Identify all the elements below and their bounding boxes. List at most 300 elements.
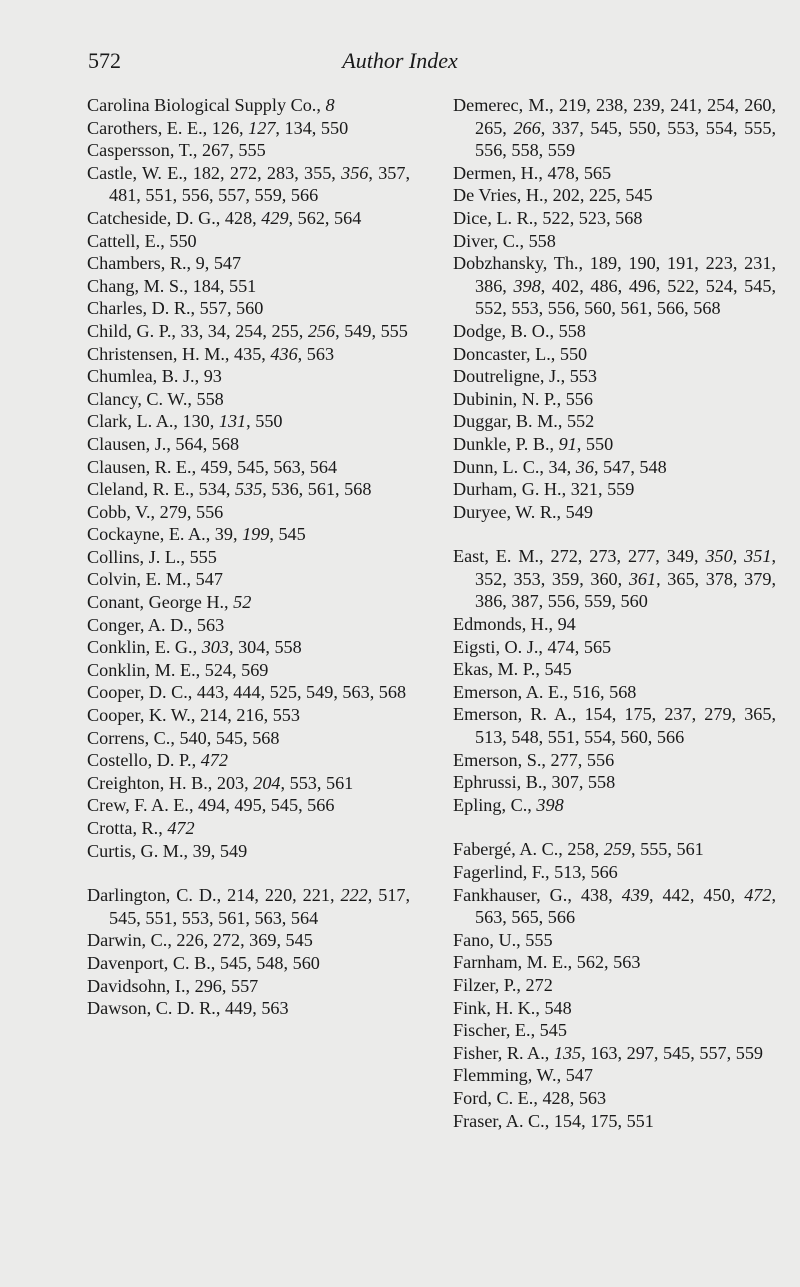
entry-name: Clancy, C. W., [87,388,192,409]
page-ref: 555 [744,117,772,138]
page-ref: 553 [272,705,300,726]
page-ref: 365 [744,704,772,725]
entry-name: Demerec, M., [453,95,554,115]
entry-name: Fano, U., [453,929,521,950]
entry-name: Duryee, W. R., [453,501,562,522]
page-ref: 553 [511,298,539,319]
index-entry: Emerson, S., 277, 556 [453,749,615,770]
page-ref: 568 [693,298,721,319]
page-ref: 545 [590,117,618,138]
page-ref: 360 [590,568,618,589]
page-number: 572 [88,48,121,73]
entry-name: Catcheside, D. G., [87,207,221,228]
entry-name: Chambers, R., [87,253,192,274]
page-ref: 561 [218,907,246,928]
entry-name: Clausen, R. E., [87,456,197,477]
page-ref: 565 [511,907,539,928]
page-ref: 558 [274,637,302,658]
page-ref: 220 [264,885,293,906]
entry-name: Cattell, E., [87,230,165,251]
page-ref: 438 [580,884,609,905]
page-ref: 9 [195,253,205,274]
entry-name: Carolina Biological Supply Co., [87,95,321,115]
page-ref: 568 [615,207,643,228]
page-ref: 204 [253,772,281,793]
page-ref: 563 [306,343,335,364]
page-ref: 254 [707,95,735,115]
page-ref: 557 [699,1042,727,1063]
page-ref: 517 [378,885,406,906]
page-ref: 494 [198,795,226,816]
entry-name: Ekas, M. P., [453,659,540,680]
page-ref: 545 [109,907,137,928]
page-ref: 554 [584,727,612,748]
page-ref: 39 [214,524,233,545]
page-ref: 163 [590,1042,618,1063]
index-entry: Curtis, G. M., 39, 549 [87,840,248,861]
entry-name: Cleland, R. E., [87,479,195,500]
entry-name: Cooper, K. W., [87,705,196,726]
page-ref: 553 [667,117,695,138]
entry-name: Dunn, L. C., [453,456,544,477]
page-ref: 522 [667,275,695,296]
entry-name: Dawson, C. D. R., [87,998,221,1019]
page-ref: 8 [325,95,335,115]
page-ref: 553 [289,772,317,793]
index-entry: Fabergé, A. C., 258, 259, 555, 561 [453,839,704,860]
page-ref: 550 [255,411,283,432]
entry-name: Charles, D. R., [87,298,196,319]
page-ref: 91 [558,433,577,454]
entry-name: Christensen, H. M., [87,343,230,364]
page-ref: 550 [320,117,349,138]
entry-name: Filzer, P., [453,974,521,995]
entry-name: Conklin, M. E., [87,659,201,680]
page-ref: 353 [513,568,541,589]
index-entry: Catcheside, D. G., 428, 429, 562, 564 [87,207,362,228]
entry-name: Fisher, R. A., [453,1042,550,1063]
index-entry: Durham, G. H., 321, 559 [453,479,635,500]
page-ref: 34 [207,320,226,341]
page-ref: 561 [307,479,336,500]
page-ref: 303 [201,637,229,658]
page-ref: 273 [589,546,617,567]
entry-name: Ephrussi, B., [453,772,547,793]
page-ref: 550 [559,343,588,364]
page-ref: 429 [261,207,289,228]
page-ref: 545 [215,727,244,748]
entry-name: Clark, L. A., [87,411,178,432]
page-ref: 554 [705,117,733,138]
entry-name: Fraser, A. C., [453,1110,550,1131]
page-ref: 556 [547,591,576,612]
entry-name: Colvin, E. M., [87,569,192,590]
page-ref: 557 [230,975,259,996]
page-ref: 33 [180,320,199,341]
page-ref: 540 [179,727,207,748]
page-ref: 545 [219,952,248,973]
index-entry: Creighton, H. B., 203, 204, 553, 561 [87,772,354,793]
page-ref: 564 [290,907,319,928]
page-ref: 559 [254,185,282,206]
index-entry: Child, G. P., 33, 34, 254, 255, 256, 549, 555 [87,320,408,341]
page-ref: 237 [664,704,692,725]
entry-name: Farnham, M. E., [453,952,573,973]
page-ref: 94 [557,614,576,635]
page-ref: 296 [194,975,222,996]
page-ref: 564 [175,433,203,454]
index-entry: Fankhauser, G., 438, 439, 442, 450, 472, 563, 565, 566 [453,884,777,928]
entry-name: Clausen, J., [87,433,171,454]
page-ref: 428 [224,207,253,228]
page-ref: 52 [233,592,252,613]
page-ref: 127 [248,117,276,138]
entry-name: Flemming, W., [453,1065,562,1086]
page-ref: 459 [200,456,228,477]
page-ref: 361 [628,568,657,589]
page-ref: 337 [551,117,580,138]
page-ref: 558 [511,140,539,161]
page-ref: 182 [192,162,220,183]
page-ref: 442 [662,884,690,905]
entry-name: Collins, J. L., [87,546,186,567]
page-ref: 549 [219,840,248,861]
page-ref: 184 [192,275,220,296]
entry-name: Darlington, C. D., [87,885,222,906]
page-ref: 225 [588,185,617,206]
entry-name: Fischer, E., [453,1020,536,1041]
page-ref: 321 [570,479,598,500]
entry-name: Cockayne, E. A., [87,524,211,545]
page-ref: 378 [705,568,733,589]
page-ref: 536 [271,479,299,500]
page-ref: 560 [584,298,612,319]
page-ref: 568 [609,681,637,702]
page-ref: 559 [547,140,576,161]
page-ref: 154 [553,1110,582,1131]
page-ref: 555 [640,839,668,860]
entry-name: Curtis, G. M., [87,840,189,861]
page-ref: 556 [565,388,593,409]
index-entry: Emerson, A. E., 516, 568 [453,681,637,702]
page-ref: 549 [565,501,593,522]
index-entry [453,501,776,524]
index-entry: East, E. M., 272, 273, 277, 349, 350, 351, 352, 353, 359, 360, 361, 365, 378, 379, 386, 387, 556, 559, 560 [453,546,776,612]
index-entry: Davidsohn, I., 296, 557 [87,975,259,996]
index-entry: Chang, M. S., 184, 551 [87,275,257,296]
entry-name: Emerson, S., [453,749,546,770]
page-ref: 175 [590,1110,618,1131]
entry-name: Conger, A. D., [87,614,193,635]
page-ref: 357 [378,162,406,183]
page-ref: 258 [567,839,595,860]
page-ref: 359 [551,568,580,589]
index-entry [87,230,410,253]
index-column-left [87,94,410,1020]
entry-name: Fagerlind, F., [453,862,550,882]
page-ref: 449 [224,998,253,1019]
page-ref: 398 [513,275,541,296]
entry-name: Crotta, R., [87,818,163,838]
page-ref: 565 [583,636,612,657]
index-entry: Dobzhansky, Th., 189, 190, 191, 223, 231, 386, 398, 402, 486, 496, 522, 524, 545, 552, 553, 556, 560, 561, 566, 568 [453,253,776,319]
index-entry [453,658,776,681]
index-entry: Dunn, L. C., 34, 36, 547, 548 [453,456,667,477]
page-ref: 558 [196,388,224,409]
page-ref: 272 [229,162,258,183]
page-ref: 221 [302,885,330,906]
index-entry: Cobb, V., 279, 556 [87,501,224,522]
page-ref: 560 [236,298,264,319]
page-ref: 351 [744,546,772,567]
page-ref: 562 [297,207,325,228]
page-ref: 279 [704,704,732,725]
entry-name: Costello, D. P., [87,750,197,771]
index-entry: Correns, C., 540, 545, 568 [87,727,280,748]
page-ref: 134 [284,117,312,138]
index-entry: Farnham, M. E., 562, 563 [453,952,641,973]
page-ref: 238 [595,95,624,115]
page-ref: 443 [196,682,225,703]
page-ref: 553 [569,366,597,387]
index-entry [453,388,776,411]
page-ref: 552 [475,298,503,319]
page-ref: 496 [628,275,657,296]
entry-name: Carothers, E. E., [87,117,208,138]
page-ref: 226 [176,930,204,951]
page-ref: 525 [269,682,297,703]
index-entry [87,568,410,591]
index-entry [453,1064,776,1087]
page-ref: 265 [475,117,503,138]
index-entry: Cleland, R. E., 534, 535, 536, 561, 568 [87,479,372,500]
page-ref: 556 [547,298,576,319]
page-ref: 564 [334,207,362,228]
index-entry: Dermen, H., 478, 565 [453,162,612,183]
page-ref: 550 [585,433,614,454]
page-ref: 566 [590,862,618,882]
page-ref: 474 [547,636,575,657]
page-ref: 545 [237,456,265,477]
page-ref: 556 [475,140,503,161]
page-ref: 566 [307,795,335,816]
page-ref: 553 [181,907,210,928]
page-ref: 568 [344,479,372,500]
page-ref: 555 [238,140,266,161]
index-entry: De Vries, H., 202, 225, 545 [453,185,653,206]
page-ref: 557 [199,298,227,319]
page-ref: 379 [744,568,772,589]
index-entry [453,410,776,433]
page-ref: 36 [575,456,594,477]
page-ref: 551 [145,907,173,928]
page-ref: 272 [525,974,553,995]
page-ref: 436 [270,343,298,364]
page-ref: 349 [666,546,694,567]
page-ref: 131 [218,411,247,432]
entry-name: Chang, M. S., [87,275,189,296]
index-entry [453,320,776,343]
page-ref: 189 [589,253,618,274]
entry-name: Dermen, H., [453,162,543,183]
page-ref: 516 [572,681,601,702]
page-ref: 557 [218,185,246,206]
entry-name: Dubinin, N. P., [453,388,562,409]
entry-name: Correns, C., [87,727,175,748]
page-ref: 190 [628,253,656,274]
page-ref: 266 [513,117,541,138]
page-ref: 558 [587,772,616,793]
page-ref: 552 [566,411,595,432]
index-entry: Clausen, J., 564, 568 [87,433,240,454]
index-entry: Conklin, E. G., 303, 304, 558 [87,637,302,658]
index-entry [453,613,776,636]
page-ref: 450 [703,884,731,905]
entry-name: Chumlea, B. J., [87,366,200,387]
page-ref: 556 [586,749,615,770]
page-ref: 191 [666,253,695,274]
page-ref: 495 [234,795,262,816]
entry-name: Eigsti, O. J., [453,636,543,657]
page-ref: 398 [536,794,564,815]
page-ref: 550 [169,230,197,251]
page-ref: 563 [475,907,503,928]
entry-name: Creighton, H. B., [87,772,213,793]
page-ref: 350 [705,546,733,567]
page-ref: 547 [565,1065,593,1086]
entry-name: Child, G. P., [87,320,176,341]
page-ref: 444 [233,682,261,703]
entry-name: Diver, C., [453,230,525,251]
page-ref: 355 [304,162,332,183]
index-entry [87,388,410,411]
index-entry: Darlington, C. D., 214, 220, 221, 222, 517, 545, 551, 553, 561, 563, 564 [87,885,411,928]
index-entry: Conklin, M. E., 524, 569 [87,659,269,680]
page-ref: 216 [236,705,264,726]
index-entry [87,546,410,569]
entry-name: Dobzhansky, Th., [453,253,584,274]
page-ref: 524 [705,275,733,296]
entry-name: Dice, L. R., [453,207,538,228]
index-entry: Ford, C. E., 428, 563 [453,1087,607,1108]
index-entry [87,614,410,637]
entry-name: Fink, H. K., [453,997,540,1018]
page-ref: 352 [475,568,503,589]
entry-name: Conant, George H., [87,592,229,613]
page-ref: 556 [181,185,210,206]
page-ref: 561 [676,839,704,860]
page-ref: 304 [238,637,266,658]
page-ref: 545 [270,795,299,816]
page-ref: 439 [621,884,649,905]
page-ref: 551 [228,275,257,296]
index-entry [87,817,410,840]
page-ref: 550 [628,117,657,138]
index-entry [453,230,776,253]
page-ref: 239 [633,95,661,115]
entry-name: Dodge, B. O., [453,320,555,341]
page-ref: 563 [613,952,641,973]
page-ref: 369 [249,930,277,951]
page-ref: 279 [159,501,187,522]
page-ref: 277 [550,749,578,770]
page-ref: 555 [380,320,408,341]
index-entry: Carothers, E. E., 126, 127, 134, 550 [87,117,349,138]
page-ref: 559 [607,479,635,500]
page-ref: 256 [307,320,336,341]
page-ref: 428 [542,1087,570,1108]
page-ref: 214 [199,705,228,726]
entry-name: Epling, C., [453,794,532,815]
page-ref: 513 [554,862,582,882]
page-ref: 547 [603,456,631,477]
page-ref: 203 [216,772,245,793]
index-entry: Dice, L. R., 522, 523, 568 [453,207,643,228]
entry-name: Edmonds, H., [453,614,554,635]
page-ref: 199 [242,524,270,545]
page-ref: 558 [558,320,586,341]
page-ref: 486 [590,275,618,296]
index-entry [453,794,776,817]
page-ref: 472 [167,818,195,838]
entry-name: Davenport, C. B., [87,952,216,973]
page-ref: 272 [550,546,578,567]
page-ref: 566 [547,907,576,928]
index-entry: Fraser, A. C., 154, 175, 551 [453,1110,654,1131]
entry-name: Fankhauser, G., [453,884,572,905]
page-ref: 545 [539,1020,567,1041]
page-ref: 472 [200,750,228,771]
index-entry [453,365,776,388]
entry-name: Castle, W. E., [87,162,188,183]
index-entry: Davenport, C. B., 545, 548, 560 [87,952,320,973]
index-entry [87,94,410,117]
page-ref: 563 [578,1087,607,1108]
page-ref: 560 [620,727,648,748]
entry-name: Emerson, R. A., [453,704,577,725]
index-entry: Clausen, R. E., 459, 545, 563, 564 [87,456,338,477]
page-ref: 522 [542,207,570,228]
page-ref: 272 [212,930,241,951]
page-ref: 562 [576,952,605,973]
page-ref: 563 [261,998,289,1019]
index-entry: Ephrussi, B., 307, 558 [453,772,616,793]
page-ref: 534 [198,479,226,500]
index-entry: Fagerlind, F., 513, 566 [453,862,618,882]
entry-name: Darwin, C., [87,930,172,951]
entry-name: Emerson, A. E., [453,681,569,702]
index-entry: Castle, W. E., 182, 272, 283, 355, 356, 357, 481, 551, 556, 557, 559, 566 [87,162,411,206]
index-entry: Clark, L. A., 130, 131, 550 [87,411,283,432]
page-ref: 535 [235,479,263,500]
page-ref: 551 [626,1110,654,1131]
page-ref: 93 [203,366,222,387]
page-ref: 559 [735,1042,763,1063]
page-ref: 558 [528,230,556,251]
page-ref: 545 [285,930,313,951]
page-ref: 563 [196,614,225,635]
page-ref: 524 [204,659,233,680]
page-ref: 563 [273,456,301,477]
page-ref: 297 [626,1042,654,1063]
page-ref: 255 [271,320,299,341]
entry-name: Doutreligne, J., [453,366,566,387]
entry-name: Cobb, V., [87,501,156,522]
index-entry: Caspersson, T., 267, 555 [87,140,266,161]
index-entry: Darwin, C., 226, 272, 369, 545 [87,930,313,951]
entry-name: Crew, F. A. E., [87,795,194,816]
page-ref: 563 [342,682,370,703]
